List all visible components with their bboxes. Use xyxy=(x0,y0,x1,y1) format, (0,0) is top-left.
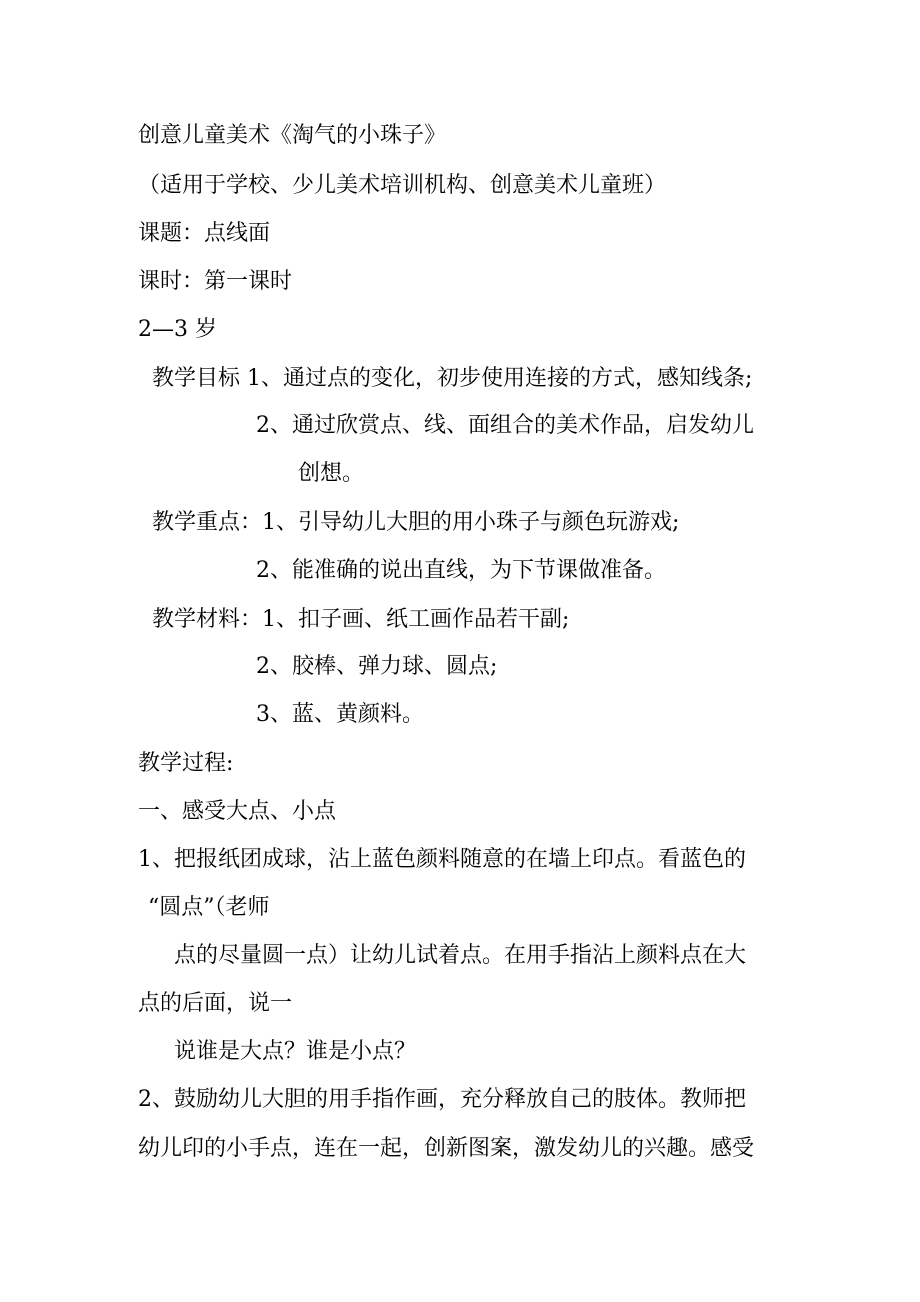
focus-line-1: 教学重点：1、引导幼儿大胆的用小珠子与颜色玩游戏; xyxy=(152,510,680,535)
document-subtitle: （适用于学校、少儿美术培训机构、创意美术儿童班） xyxy=(138,173,667,198)
paragraph-1-line-3: 点的尽量圆一点）让幼儿试着点。在用手指沾上颜料点在大 xyxy=(174,943,747,968)
materials-line-3: 3、蓝、黄颜料。 xyxy=(256,702,424,727)
section-1-heading: 一、感受大点、小点 xyxy=(138,799,337,824)
document-title: 创意儿童美术《淘气的小珠子》 xyxy=(138,123,447,148)
lesson-period: 课时：第一课时 xyxy=(138,269,293,294)
goals-line-2: 2、通过欣赏点、线、面组合的美术作品，启发幼儿 xyxy=(256,413,754,438)
paragraph-1-line-4: 点的后面，说一 xyxy=(138,991,293,1016)
lesson-topic: 课题：点线面 xyxy=(138,221,271,246)
goals-line-3: 创想。 xyxy=(298,461,365,486)
materials-line-2: 2、胶棒、弹力球、圆点; xyxy=(256,654,498,679)
process-heading: 教学过程: xyxy=(138,751,234,776)
paragraph-2-line-1: 2、鼓励幼儿大胆的用手指作画，充分释放自己的肢体。教师把 xyxy=(138,1087,746,1112)
goals-line-1: 教学目标 1、通过点的变化，初步使用连接的方式，感知线条; xyxy=(152,366,753,391)
age-range: 2—3 岁 xyxy=(138,317,217,342)
paragraph-2-line-2: 幼儿印的小手点，连在一起，创新图案，激发幼儿的兴趣。感受 xyxy=(138,1136,755,1161)
materials-line-1: 教学材料：1、扣子画、纸工画作品若干副; xyxy=(152,607,570,632)
focus-line-2: 2、能准确的说出直线，为下节课做准备。 xyxy=(256,558,666,583)
paragraph-1-line-2: “圆点”（老师 xyxy=(148,895,270,920)
paragraph-1-line-5: 说谁是大点？谁是小点？ xyxy=(174,1039,417,1064)
paragraph-1-line-1: 1、把报纸团成球，沾上蓝色颜料随意的在墙上印点。看蓝色的 xyxy=(138,847,746,872)
